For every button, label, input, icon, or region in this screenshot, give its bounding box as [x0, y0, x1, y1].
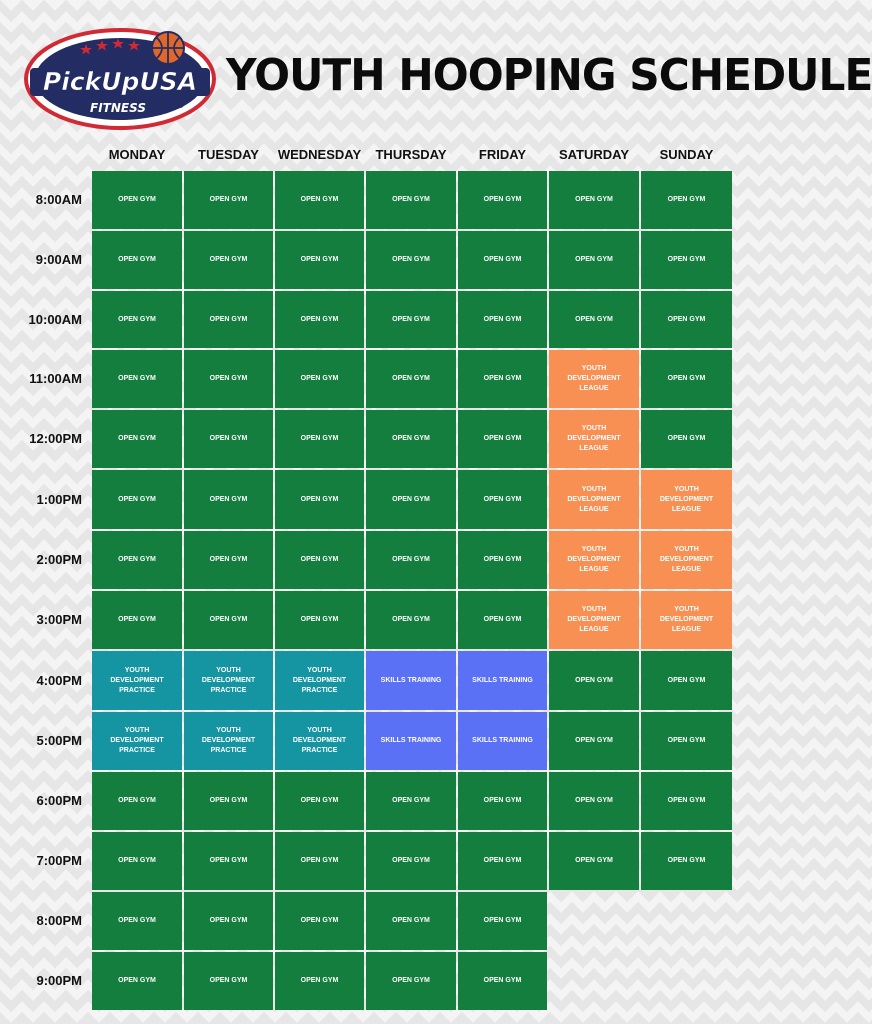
schedule-cell-open-gym: OPEN GYM — [92, 291, 182, 348]
schedule-cell-open-gym: OPEN GYM — [549, 832, 639, 890]
schedule-cell-youth-development-league: YOUTH DEVELOPMENT LEAGUE — [641, 531, 732, 589]
schedule-cell-open-gym: OPEN GYM — [458, 350, 547, 408]
schedule-cell-open-gym: OPEN GYM — [458, 470, 547, 529]
schedule-cell-open-gym: OPEN GYM — [549, 712, 639, 770]
schedule-cell-youth-development-practice: YOUTH DEVELOPMENT PRACTICE — [275, 651, 364, 710]
schedule-cell-open-gym: OPEN GYM — [458, 291, 547, 348]
schedule-cell-open-gym: OPEN GYM — [92, 410, 182, 468]
schedule-cell-open-gym: OPEN GYM — [366, 470, 456, 529]
time-label-10-00am: 10:00AM — [28, 311, 82, 327]
schedule-cell-open-gym: OPEN GYM — [92, 171, 182, 229]
schedule-cell-open-gym: OPEN GYM — [549, 291, 639, 348]
schedule-cell-skills-training: SKILLS TRAINING — [366, 651, 456, 710]
time-label-11-00am: 11:00AM — [29, 371, 82, 386]
schedule-cell-open-gym: OPEN GYM — [366, 171, 456, 229]
schedule-cell-skills-training: SKILLS TRAINING — [458, 651, 547, 710]
schedule-cell-open-gym: OPEN GYM — [549, 231, 639, 289]
time-label-8-00am: 8:00AM — [35, 192, 82, 207]
schedule-cell-open-gym: OPEN GYM — [275, 350, 364, 408]
schedule-cell-open-gym: OPEN GYM — [366, 832, 456, 890]
schedule-cell-open-gym: OPEN GYM — [641, 712, 732, 770]
day-header-thursday: THURSDAY — [375, 147, 447, 162]
schedule-cell-open-gym: OPEN GYM — [92, 231, 182, 289]
svg-text:PickUpUSA: PickUpUSA — [42, 67, 198, 96]
schedule-cell-youth-development-league: YOUTH DEVELOPMENT LEAGUE — [641, 470, 732, 529]
schedule-cell-open-gym: OPEN GYM — [184, 410, 273, 468]
schedule-cell-open-gym: OPEN GYM — [92, 772, 182, 830]
schedule-cell-open-gym: OPEN GYM — [275, 470, 364, 529]
schedule-cell-open-gym: OPEN GYM — [184, 772, 273, 830]
time-label-3-00pm: 3:00PM — [36, 612, 82, 627]
schedule-cell-open-gym: OPEN GYM — [275, 952, 364, 1010]
schedule-cell-open-gym: OPEN GYM — [458, 591, 547, 649]
schedule-cell-open-gym: OPEN GYM — [92, 892, 182, 950]
schedule-cell-open-gym: OPEN GYM — [275, 531, 364, 589]
time-label-9-00am: 9:00AM — [35, 252, 82, 267]
schedule-cell-youth-development-league: YOUTH DEVELOPMENT LEAGUE — [549, 350, 639, 408]
schedule-cell-open-gym: OPEN GYM — [366, 772, 456, 830]
schedule-cell-youth-development-league: YOUTH DEVELOPMENT LEAGUE — [641, 591, 732, 649]
schedule-cell-skills-training: SKILLS TRAINING — [458, 712, 547, 770]
day-header-monday: MONDAY — [108, 147, 166, 162]
schedule-cell-youth-development-league: YOUTH DEVELOPMENT LEAGUE — [549, 470, 639, 529]
schedule-cell-open-gym: OPEN GYM — [184, 171, 273, 229]
schedule-cell-open-gym: OPEN GYM — [366, 350, 456, 408]
schedule-cell-open-gym: OPEN GYM — [275, 171, 364, 229]
schedule-cell-youth-development-league: YOUTH DEVELOPMENT LEAGUE — [549, 531, 639, 589]
logo-graphic — [22, 26, 218, 132]
time-label-6-00pm: 6:00PM — [36, 793, 82, 808]
schedule-cell-open-gym: OPEN GYM — [92, 531, 182, 589]
schedule-cell-open-gym: OPEN GYM — [184, 231, 273, 289]
schedule-cell-open-gym: OPEN GYM — [641, 651, 732, 710]
page-title: YOUTH HOOPING SCHEDULE — [226, 50, 872, 101]
schedule-cell-open-gym: OPEN GYM — [458, 231, 547, 289]
schedule-cell-open-gym: OPEN GYM — [366, 591, 456, 649]
schedule-cell-open-gym: OPEN GYM — [458, 772, 547, 830]
schedule-cell-open-gym: OPEN GYM — [92, 591, 182, 649]
schedule-cell-open-gym: OPEN GYM — [641, 772, 732, 830]
schedule-cell-open-gym: OPEN GYM — [184, 832, 273, 890]
schedule-cell-open-gym: OPEN GYM — [275, 291, 364, 348]
schedule-cell-open-gym: OPEN GYM — [275, 231, 364, 289]
schedule-cell-open-gym: OPEN GYM — [458, 410, 547, 468]
schedule-cell-open-gym: OPEN GYM — [184, 531, 273, 589]
schedule-cell-open-gym: OPEN GYM — [275, 591, 364, 649]
schedule-cell-youth-development-league: YOUTH DEVELOPMENT LEAGUE — [549, 410, 639, 468]
schedule-cell-open-gym: OPEN GYM — [275, 772, 364, 830]
schedule-cell-open-gym: OPEN GYM — [641, 231, 732, 289]
schedule-cell-skills-training: SKILLS TRAINING — [366, 712, 456, 770]
schedule-cell-open-gym: OPEN GYM — [184, 470, 273, 529]
day-header-saturday: SATURDAY — [558, 147, 630, 162]
schedule-cell-open-gym: OPEN GYM — [641, 171, 732, 229]
day-header-tuesday: TUESDAY — [198, 147, 259, 162]
basketball-icon — [152, 32, 184, 64]
schedule-cell-open-gym: OPEN GYM — [92, 470, 182, 529]
schedule-cell-open-gym: OPEN GYM — [641, 832, 732, 890]
schedule-cell-open-gym: OPEN GYM — [366, 531, 456, 589]
pickupusa-fitness-logo — [22, 26, 218, 132]
schedule-cell-open-gym: OPEN GYM — [184, 892, 273, 950]
schedule-cell-youth-development-practice: YOUTH DEVELOPMENT PRACTICE — [184, 712, 273, 770]
schedule-cell-open-gym: OPEN GYM — [641, 350, 732, 408]
schedule-cell-open-gym: OPEN GYM — [92, 952, 182, 1010]
schedule-cell-open-gym: OPEN GYM — [549, 171, 639, 229]
time-label-5-00pm: 5:00PM — [36, 733, 82, 748]
schedule-cell-open-gym: OPEN GYM — [458, 531, 547, 589]
time-label-9-00pm: 9:00PM — [36, 973, 82, 988]
schedule-cell-open-gym: OPEN GYM — [641, 291, 732, 348]
schedule-cell-open-gym: OPEN GYM — [184, 952, 273, 1010]
schedule-cell-open-gym: OPEN GYM — [275, 892, 364, 950]
schedule-cell-open-gym: OPEN GYM — [184, 291, 273, 348]
day-header-sunday: SUNDAY — [659, 147, 714, 162]
day-header-friday: FRIDAY — [478, 147, 527, 162]
schedule-cell-open-gym: OPEN GYM — [458, 952, 547, 1010]
schedule-cell-open-gym: OPEN GYM — [366, 410, 456, 468]
schedule-cell-open-gym: OPEN GYM — [366, 231, 456, 289]
schedule-cell-open-gym: OPEN GYM — [184, 591, 273, 649]
schedule-cell-open-gym: OPEN GYM — [458, 171, 547, 229]
schedule-cell-open-gym: OPEN GYM — [366, 892, 456, 950]
schedule-cell-youth-development-practice: YOUTH DEVELOPMENT PRACTICE — [184, 651, 273, 710]
schedule-cell-open-gym: OPEN GYM — [458, 892, 547, 950]
day-header-wednesday: WEDNESDAY — [277, 147, 362, 162]
schedule-cell-open-gym: OPEN GYM — [458, 832, 547, 890]
schedule-cell-open-gym: OPEN GYM — [275, 832, 364, 890]
schedule-cell-open-gym: OPEN GYM — [549, 651, 639, 710]
schedule-cell-youth-development-league: YOUTH DEVELOPMENT LEAGUE — [549, 591, 639, 649]
schedule-cell-open-gym: OPEN GYM — [549, 772, 639, 830]
svg-text:®: ® — [174, 97, 186, 111]
time-label-2-00pm: 2:00PM — [36, 552, 82, 567]
svg-text:FITNESS: FITNESS — [90, 101, 146, 115]
schedule-cell-open-gym: OPEN GYM — [366, 952, 456, 1010]
time-label-7-00pm: 7:00PM — [36, 853, 82, 868]
time-label-4-00pm: 4:00PM — [36, 672, 82, 688]
schedule-cell-open-gym: OPEN GYM — [641, 410, 732, 468]
schedule-cell-youth-development-practice: YOUTH DEVELOPMENT PRACTICE — [92, 651, 182, 710]
schedule-cell-youth-development-practice: YOUTH DEVELOPMENT PRACTICE — [275, 712, 364, 770]
time-label-1-00pm: 1:00PM — [36, 491, 82, 507]
schedule-cell-open-gym: OPEN GYM — [184, 350, 273, 408]
schedule-cell-youth-development-practice: YOUTH DEVELOPMENT PRACTICE — [92, 712, 182, 770]
schedule-cell-open-gym: OPEN GYM — [366, 291, 456, 348]
schedule-cell-open-gym: OPEN GYM — [92, 832, 182, 890]
time-label-12-00pm: 12:00PM — [29, 431, 82, 446]
time-label-8-00pm: 8:00PM — [36, 913, 82, 928]
schedule-cell-open-gym: OPEN GYM — [275, 410, 364, 468]
schedule-cell-open-gym: OPEN GYM — [92, 350, 182, 408]
